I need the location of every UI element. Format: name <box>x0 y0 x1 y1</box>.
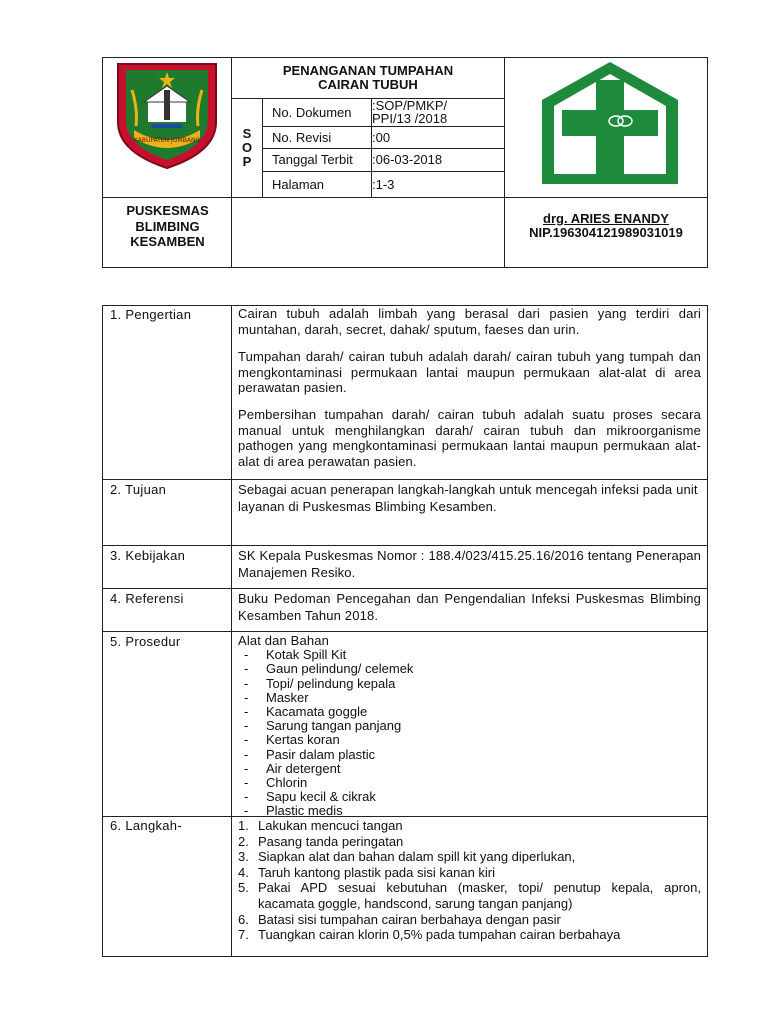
step-text: Batasi sisi tumpahan cairan berbahaya dengan pasir <box>258 911 561 927</box>
step-text: Taruh kantong plastik pada sisi kanan kiri <box>258 864 496 880</box>
doc-number-label: No. Dokumen <box>272 105 352 120</box>
prosedur-heading: Alat dan Bahan <box>238 633 330 648</box>
pengertian-paragraph-2: Tumpahan darah/ cairan tubuh adalah darah/ cairan tubuh yang tumpah dan mengkontaminasi permukaan lantai maupun permukaan alat-alat di area perawatan pasien. <box>238 349 701 395</box>
referensi-text: Buku Pedoman Pencegahan dan Pengendalian Infeksi Puskesmas Blimbing Kesamben Tahun 2018. <box>238 591 701 623</box>
step-item <box>238 927 701 943</box>
document-title <box>232 64 504 92</box>
list-item: - Pasir dalam plastic <box>238 748 701 762</box>
tujuan-text: Sebagai acuan penerapan langkah-langkah untuk mencegah infeksi pada unit layanan di Puskesmas Blimbing Kesamben. <box>238 482 698 514</box>
section-label-referensi: 4. Referensi <box>110 591 184 606</box>
list-item: - Gaun pelindung/ celemek <box>238 662 701 676</box>
signer-name: drg. ARIES ENANDY <box>543 211 669 226</box>
revision-value: :00 <box>372 130 391 145</box>
step-text: Tuangkan cairan klorin 0,5% pada tumpahan cairan berbahaya <box>258 927 621 943</box>
section-label-langkah: 6. Langkah- <box>110 818 182 833</box>
step-item <box>238 912 701 928</box>
section-label-tujuan: 2. Tujuan <box>110 482 167 497</box>
prosedur-content <box>238 634 701 819</box>
sop-letter: S <box>242 126 252 141</box>
doc-number-value <box>372 99 447 125</box>
org-line: KESAMBEN <box>130 234 205 249</box>
step-number: 5. <box>238 880 249 896</box>
list-item: - Air detergent <box>238 762 701 776</box>
page-label: Halaman <box>272 177 325 192</box>
list-item: - Kertas koran <box>238 733 701 747</box>
publish-date-label: Tanggal Terbit <box>272 152 353 167</box>
step-text: Lakukan mencuci tangan <box>258 818 403 833</box>
step-number: 3. <box>238 849 249 865</box>
step-number: 2. <box>238 833 249 849</box>
publish-date-value: :06-03-2018 <box>372 152 443 167</box>
section-label-pengertian: 1. Pengertian <box>110 307 192 322</box>
step-text: Pakai APD sesuai kebutuhan (masker, topi/ penutup kepala, apron, kacamata goggle, handscond, sarung tangan panjang) <box>258 880 701 911</box>
list-item: - Topi/ pelindung kepala <box>238 677 701 691</box>
list-item: - Plastic medis <box>238 804 701 818</box>
step-item <box>238 849 701 865</box>
regency-emblem-logo <box>114 60 220 170</box>
step-item <box>238 880 701 911</box>
signer-nip: NIP.196304121989031019 <box>529 225 683 240</box>
step-text: Pasang tanda peringatan <box>258 833 404 849</box>
sop-letter: O <box>241 140 253 155</box>
section-label-prosedur: 5. Prosedur <box>110 634 181 649</box>
signer-block <box>505 212 707 240</box>
list-item: - Kotak Spill Kit <box>238 648 701 662</box>
puskesmas-green-cross-logo <box>538 58 682 188</box>
step-item <box>238 818 701 834</box>
step-number: 6. <box>238 911 249 927</box>
org-line: BLIMBING <box>135 218 200 234</box>
list-item: - Sapu kecil & cikrak <box>238 790 701 804</box>
step-number: 1. <box>238 818 249 833</box>
list-item: - Sarung tangan panjang <box>238 719 701 733</box>
revision-label: No. Revisi <box>272 130 332 145</box>
step-item <box>238 865 701 881</box>
step-text: Siapkan alat dan bahan dalam spill kit yang diperlukan, <box>258 849 576 865</box>
pengertian-paragraph-1: Cairan tubuh adalah limbah yang berasal dari pasien yang terdiri dari muntahan, darah, secret, dahak/ sputum, faeses dan urin. <box>238 306 701 337</box>
doc-number-value-line: PPI/13 /2018 <box>372 111 448 126</box>
title-line-1: PENANGANAN TUMPAHAN <box>282 63 454 78</box>
page-value: :1-3 <box>372 177 395 192</box>
sop-letter: P <box>242 154 252 169</box>
list-item: - Masker <box>238 691 701 705</box>
steps-list <box>238 818 701 943</box>
kebijakan-text: SK Kepala Puskesmas Nomor : 188.4/023/415.25.16/2016 tentang Penerapan Manajemen Resiko. <box>238 548 701 580</box>
svg-text:KABUPATEN JOMBANG: KABUPATEN JOMBANG <box>133 137 201 144</box>
doc-number-value-line: :SOP/PMKP/ <box>372 98 448 113</box>
step-item <box>238 834 701 850</box>
step-number: 4. <box>238 864 249 880</box>
list-item: - Chlorin <box>238 776 701 790</box>
step-number: 7. <box>238 927 249 943</box>
pengertian-paragraph-3: Pembersihan tumpahan darah/ cairan tubuh adalah suatu proses secara manual untuk menghilangkan darah/ cairan tubuh dan mikroorganisme pathogen yang mengkontaminasi permukaan lantai maupun permukaan alat-alat di area perawatan pasien. <box>238 407 701 469</box>
langkah-content <box>238 818 701 943</box>
org-line: PUSKESMAS <box>126 203 209 218</box>
title-line-2: CAIRAN TUBUH <box>318 77 418 92</box>
sop-label <box>232 127 262 169</box>
organization-name <box>104 203 231 250</box>
list-item: - Kacamata goggle <box>238 705 701 719</box>
section-label-kebijakan: 3. Kebijakan <box>110 548 186 563</box>
equipment-list <box>238 648 701 818</box>
